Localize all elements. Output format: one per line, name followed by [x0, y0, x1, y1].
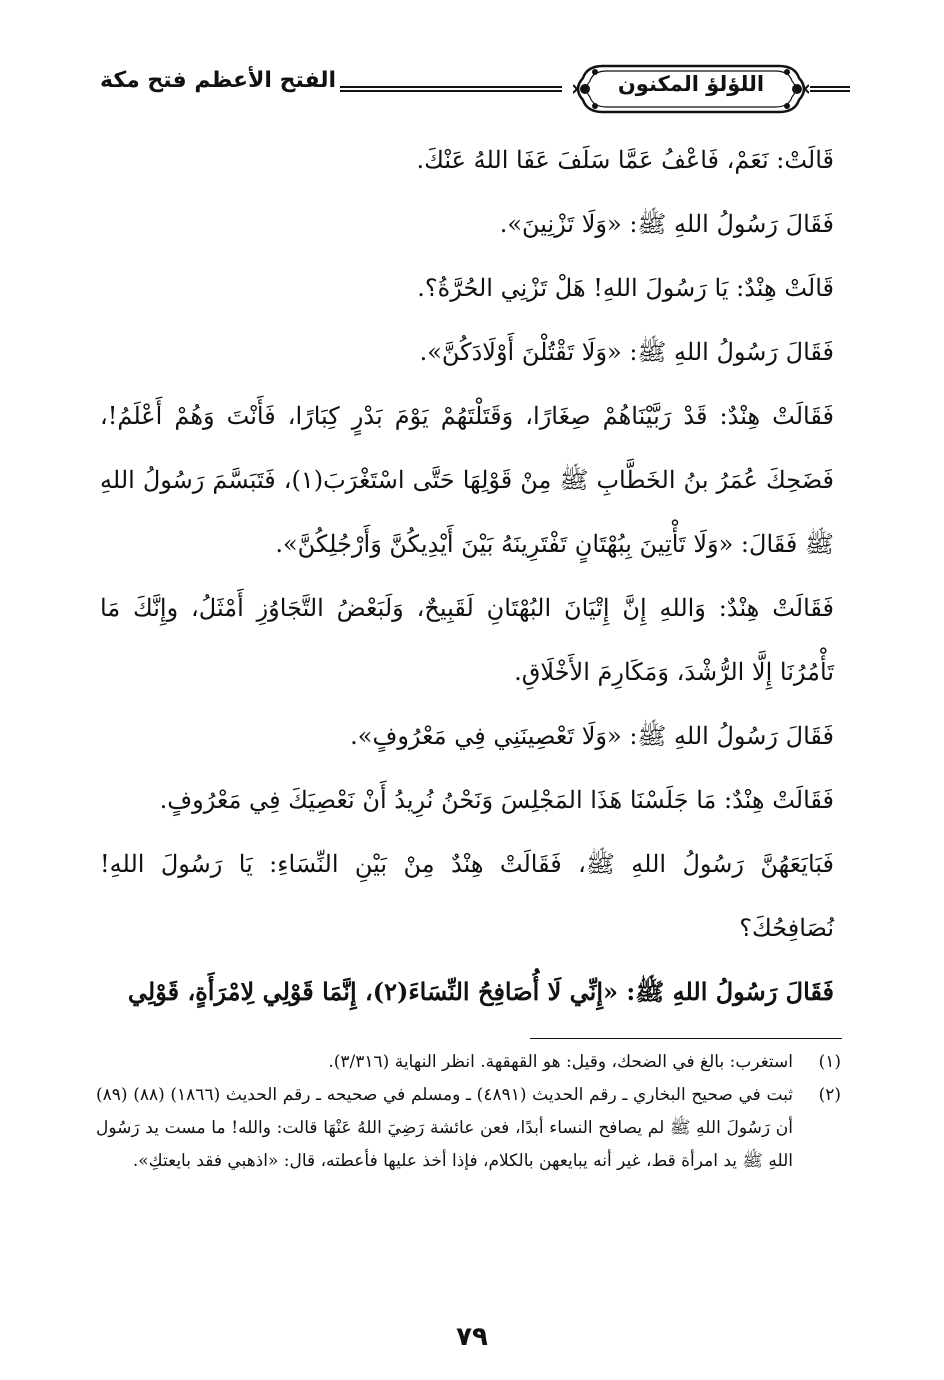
running-header: [95, 58, 850, 120]
footnote-number: (٢): [818, 1085, 841, 1105]
paragraph: فَقَالَ رَسُولُ اللهِ ﷺ: «إِنِّي لَا أُصَافِحُ النِّسَاءَ(٢)، إِنَّمَا قَوْلِي لِامْرَأَةٍ، قَوْلِي: [127, 977, 834, 1006]
paragraph: فَقَالَ رَسُولُ اللهِ ﷺ: «وَلَا تَقْتُلْنَ أَوْلَادَكُنَّ».: [419, 338, 834, 366]
paragraph: فَقَالَتْ هِنْدٌ: قَدْ رَبَّيْنَاهُمْ صِغَارًا، وَقَتَلْتَهُمْ يَوْمَ بَدْرٍ كِبَارًا، فَأَنْتَ وَهُمْ أَعْلَمُ!، فَضَحِكَ عُمَرُ بنُ الخَطَّابِ ﷺ مِنْ قَوْلِهَا حَتَّى اسْتَغْرَبَ(١)، فَتَبَسَّمَ رَسُولُ اللهِ ﷺ فَقَالَ: «وَلَا تَأْتِينَ بِبُهْتَانٍ تَفْتَرِينَهُ بَيْنَ أَيْدِيكُنَّ وَأَرْجُلِكُنَّ».: [100, 402, 835, 558]
footnotes: [96, 1046, 841, 1178]
main-text: [100, 128, 890, 1024]
book-title-cartouche: [573, 58, 809, 120]
footnote-number: (١): [818, 1052, 841, 1072]
footnote: [96, 1079, 841, 1178]
footnote-text: استغرب: بالغ في الضحك، وقيل: هو القهقهة. انظر النهاية (٣/٣١٦).: [328, 1052, 793, 1072]
header-rule-right: [810, 86, 850, 92]
chapter-title: الفتح الأعظم فتح مكة: [100, 68, 337, 93]
paragraph: فَقَالَ رَسُولُ اللهِ ﷺ: «وَلَا تَزْنِينَ».: [499, 210, 834, 238]
header-rule-left: [340, 86, 562, 92]
page-number: ٧٩: [456, 1322, 488, 1352]
footnote-text: ثبت في صحيح البخاري ـ رقم الحديث (٤٨٩١) ـ ومسلم في صحيحه ـ رقم الحديث (١٨٦٦) (٨٨) (٨٩) أن رَسُولَ اللهِ ﷺ لم يصافح النساء أبدًا، فعن عائشة رَضِيَ اللهُ عَنْهَا قالت: والله! ما مست يد رَسُول اللهِ ﷺ يد امرأة قط، غير أنه يبايعهن بالكلام، فإذا أخذ عليها فأعطته، قال: «اذهبي فقد بايعتكِ».: [96, 1085, 794, 1171]
paragraph: فَقَالَتْ هِنْدٌ: مَا جَلَسْنَا هَذَا المَجْلِسَ وَنَحْنُ نُرِيدُ أَنْ نَعْصِيَكَ فِي مَعْرُوفٍ.: [159, 786, 834, 814]
paragraph: فَقَالَتْ هِنْدٌ: وَاللهِ إِنَّ إِتْيَانَ البُهْتَانِ لَقَبِيحٌ، وَلَبَعْضُ التَّجَاوُزِ أَمْثَلُ، وإِنَّكَ مَا تَأْمُرُنَا إِلَّا الرُّشْدَ، وَمَكَارِمَ الأَخْلَاقِ.: [100, 594, 835, 686]
paragraph: قَالَتْ هِنْدٌ: يَا رَسُولَ اللهِ! هَلْ تَزْنِي الحُرَّةُ؟.: [417, 274, 834, 302]
book-title: اللؤلؤ المكنون: [617, 72, 765, 96]
footnote: [96, 1046, 841, 1079]
paragraph: فَقَالَ رَسُولُ اللهِ ﷺ: «وَلَا تَعْصِينَنِي فِي مَعْرُوفٍ».: [350, 722, 834, 750]
footnote-separator: [530, 1038, 842, 1039]
paragraph: فَبَايَعَهُنَّ رَسُولُ اللهِ ﷺ، فَقَالَتْ هِنْدٌ مِنْ بَيْنِ النِّسَاءِ: يَا رَسُولَ اللهِ! نُصَافِحُكَ؟: [100, 850, 834, 942]
paragraph: قَالَتْ: نَعَمْ، فَاعْفُ عَمَّا سَلَفَ عَفَا اللهُ عَنْكَ.: [416, 146, 834, 174]
